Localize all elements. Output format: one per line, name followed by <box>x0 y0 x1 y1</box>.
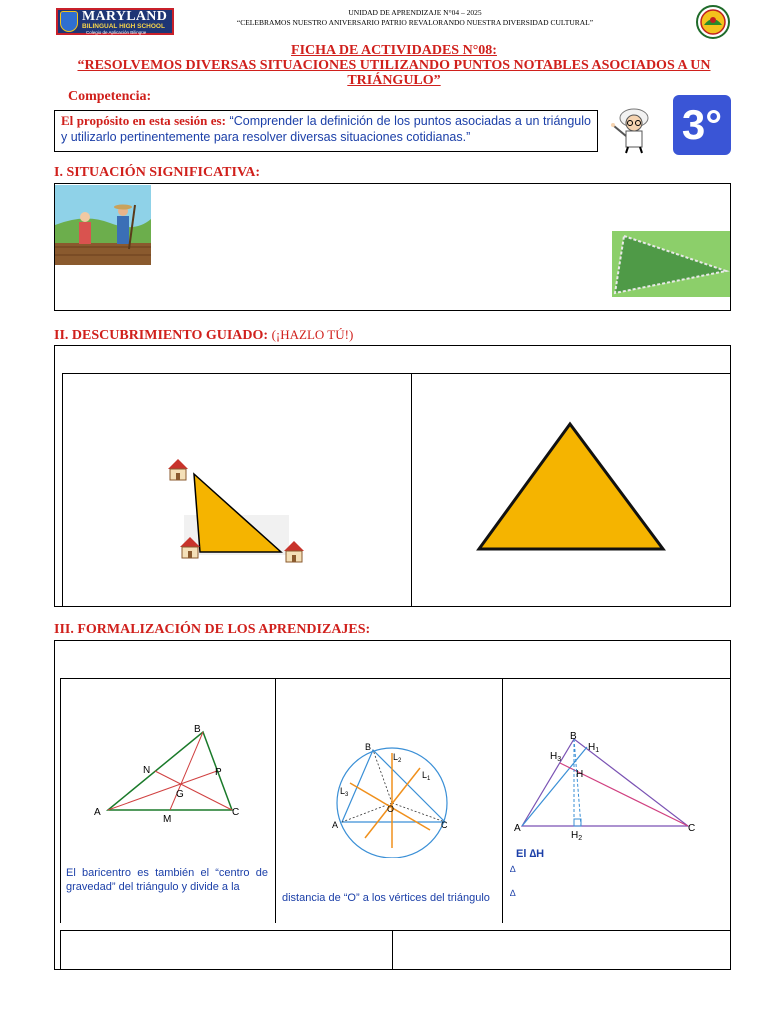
vertex-label-a: A <box>94 807 101 818</box>
title-line-2: “RESOLVEMOS DIVERSAS SITUACIONES UTILIZANDO PUNTOS NOTABLES ASOCIADOS A UN <box>77 58 711 73</box>
vertex-label-c: C <box>441 820 448 830</box>
vertex-label-b: B <box>365 742 372 752</box>
point-label-h: H <box>576 769 584 780</box>
purpose-text: “Comprender la definición de los puntos asociadas a un triángulo y utilizarlo pertinentemente para resolver diversas situaciones cotidianas.” <box>61 114 591 144</box>
section-2-title <box>54 327 353 344</box>
point-label-o: O <box>387 804 395 814</box>
triangle-symbol-2: ∆ <box>510 888 516 898</box>
motto-label: “CELEBRAMOS NUESTRO ANIVERSARIO PATRIO REVALORANDO NUESTRA DIVERSIDAD CULTURAL” <box>236 18 594 27</box>
triangular-garden-image <box>612 231 730 297</box>
vertex-label-b: B <box>194 724 201 735</box>
point-label-m: M <box>163 814 172 825</box>
bottom-cell-left <box>60 930 393 970</box>
line-label-l2: $L_2$ <box>393 752 402 764</box>
point-label-p: P <box>215 767 222 778</box>
bottom-cell-right <box>392 930 731 970</box>
shield-icon <box>60 11 78 32</box>
purpose-label: El propósito en esta sesión es: <box>61 113 226 128</box>
logo-small-text: Colegio de Aplicación Bilingüe <box>86 30 147 35</box>
vertex-label-c: C <box>688 823 696 834</box>
house-icon <box>168 459 188 480</box>
section-2-extra: (¡HAZLO TÚ!) <box>271 327 354 342</box>
triangle-with-houses <box>162 455 312 567</box>
vertex-label-a: A <box>332 820 339 830</box>
vertex-label-a: A <box>514 823 521 834</box>
competencia-label: Competencia: <box>68 89 152 104</box>
school-logo <box>56 8 174 35</box>
header-text <box>180 8 650 28</box>
point-label-h3: $H_3$ <box>550 751 562 763</box>
triangle-symbol-1: ∆ <box>510 864 516 874</box>
point-label-g: G <box>176 789 184 800</box>
institution-seal-icon <box>696 5 730 39</box>
grade-badge: 3° <box>673 95 731 155</box>
line-label-l3: $L_3$ <box>340 786 349 798</box>
orthocenter-diagram <box>508 727 708 841</box>
centroid-caption: El baricentro es también el “centro de gravedad” del triángulo y divide a la <box>66 867 268 893</box>
section-2-label: II. DESCUBRIMIENTO GUIADO: <box>54 328 269 343</box>
vertex-label-c: C <box>232 807 240 818</box>
worksheet-title <box>54 43 734 88</box>
circumcenter-caption: distancia de “O” a los vértices del triángulo <box>282 892 490 904</box>
point-label-n: N <box>143 765 151 776</box>
section-3-title: III. FORMALIZACIÓN DE LOS APRENDIZAJES: <box>54 622 371 637</box>
line-label-l1: $L_1$ <box>422 770 431 782</box>
vertex-label-b: B <box>570 731 577 742</box>
point-label-h1: $H_1$ <box>588 742 600 754</box>
unit-label: UNIDAD DE APRENDIZAJE N°04 – 2025 <box>348 8 482 17</box>
centroid-diagram <box>90 722 250 826</box>
section-1-title: I. SITUACIÓN SIGNIFICATIVA: <box>54 165 261 180</box>
yellow-triangle <box>466 414 676 562</box>
farmers-illustration <box>55 185 151 265</box>
orthocenter-caption: El ∆H <box>516 848 545 860</box>
scientist-icon <box>604 106 660 154</box>
title-line-3: TRIÁNGULO” <box>347 73 441 88</box>
logo-name: MARYLAND <box>82 9 168 24</box>
purpose-box <box>54 110 598 152</box>
title-line-1: FICHA DE ACTIVIDADES N°08: <box>291 43 497 58</box>
logo-subtitle: BILINGUAL HIGH SCHOOL <box>82 23 165 30</box>
circumcenter-diagram <box>325 738 465 858</box>
point-label-h2: $H_2$ <box>571 830 583 841</box>
